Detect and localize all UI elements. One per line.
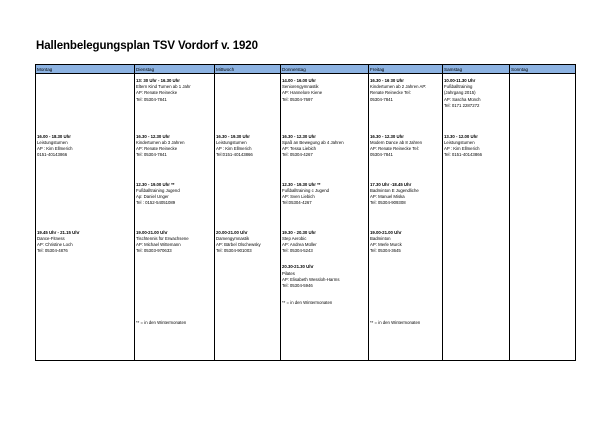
cell [510,130,576,178]
entry-line: AP: Renate Reinecke Tel: [370,145,419,151]
header-montag: Montag [36,65,135,74]
schedule-entry [369,134,442,159]
entry-line: AP: Andrea Müller [282,241,317,247]
entry-line: Pilates [282,270,295,276]
schedule-entry [215,230,280,255]
cell [36,74,135,130]
cell [443,226,510,361]
schedule-entry [135,230,214,255]
entry-time: 16.30 - 19.30 Uhr [216,133,250,139]
entry-line: Renate Reinecke Tel: [370,90,411,96]
entry-line: Leistungsturnen [216,139,247,145]
schedule-entry [281,134,368,159]
entry-line: Tel: 05304-4267 [282,152,313,158]
table-row [36,226,576,361]
entry-line: Tel: 05304-7841 [136,96,167,102]
entry-line: Tel:05304-4267 [282,200,312,206]
cell [281,74,369,130]
cell [215,130,281,178]
cell [135,178,215,226]
schedule-entry [281,264,368,289]
schedule-entry [36,230,134,255]
header-row [36,65,576,74]
entry-time: 17.30 Uhr -18.45 Uhr [370,181,412,187]
entry-time: 12.30 - 19.00 Uhr ** [136,181,175,187]
header-samstag: Samstag [443,65,510,74]
entry-line: AP : Kim Ellmerich [37,145,73,151]
entry-line: Fußballtraining [444,84,473,90]
entry-time: 14.00 - 16.00 Uhr [282,78,316,83]
entry-line: Tel : 0152-54051089 [136,200,176,206]
entry-line: AP : Kim Ellmerich [216,145,252,151]
entry-line: Tel: 05304-7697 [282,96,313,102]
cell [443,178,510,226]
entry-time: 16.30 - 12.30 Uhr [282,133,316,139]
entry-line: Dance-Fitness [37,235,65,241]
cell [510,178,576,226]
footnote: ** = in den Wintermonaten [282,300,333,306]
cell [135,74,215,130]
cell [135,226,215,361]
entry-line: AP: Manuel Miska [370,193,405,199]
entry-time: 20.30-21.30 Uhr [282,264,314,270]
entry-line: AP: Renate Reinecke [136,145,178,151]
entry-line: Tel: 05303-970633 [136,248,172,254]
entry-line: Fußballtraining Jugend [136,187,180,193]
entry-line: AP: Christine Loch [37,241,73,247]
entry-time: 19.00-21.00 Uhr [136,229,168,235]
cell [135,130,215,178]
schedule-entry [135,182,214,207]
schedule-entry [281,182,368,207]
entry-time: 20.00-21.00 Uhr [216,229,248,235]
schedule-entry [36,134,134,159]
entry-time: 16.30 - 16 30 Uhr [370,78,404,83]
header-mittwoch: Mittwoch [215,65,281,74]
schedule-entry [443,134,509,159]
schedule-entry [135,78,214,103]
cell [369,226,443,361]
header-dienstag: Dienstag [135,65,215,74]
cell [215,74,281,130]
entry-line: Tel:0151-40143866 [216,152,253,158]
cell [369,74,443,130]
cell [215,178,281,226]
schedule-table [35,64,576,361]
entry-line: Tel: 05304-4876 [37,248,68,254]
entry-line: AP: Tessa Liebich [282,145,317,151]
entry-line: AP: Michael Wittemann [136,241,181,247]
cell [36,130,135,178]
entry-line: Eltern Kind Turnen ab 1 Jahr [136,84,191,90]
entry-line: AP: Sascha Münch [444,96,481,102]
entry-line: Tel: 05304-909308 [370,200,406,206]
entry-line: Tel: 05304-901003 [216,248,252,254]
entry-line: Badminton [370,235,391,241]
entry-line: Badminton E Jugendliche [370,187,419,193]
cell [510,74,576,130]
entry-line: AP: Bärbel Olschewsky [216,241,261,247]
entry-line: Fußballtraining c Jugend [282,187,330,193]
entry-line: AP: Merle Murck [370,241,402,247]
cell [281,178,369,226]
entry-line: Ap: Daniel Unger [136,193,169,199]
entry-line: Tel: 0151-40143866 [444,152,482,158]
entry-line: AP : Kim Ellmerich [444,145,480,151]
entry-line: AP: Hannelore Kiene [282,90,323,96]
entry-time: 16.30 - 12.30 Uhr [370,133,404,139]
table-row [36,74,576,130]
entry-line: Kinderturnen ab 2 Jahren AP: [370,84,427,90]
entry-time: 19.30 - 20.30 Uhr [282,229,316,235]
entry-line: (Jahrgang 2015) [444,90,476,96]
cell [369,130,443,178]
header-sonntag: Sonntag [510,65,576,74]
entry-line: 05304-7841 [370,96,393,102]
entry-line: Seniorengymnastik [282,84,319,90]
entry-line: 0151-40143866 [37,152,68,158]
page-title: Hallenbelegungsplan TSV Vordorf v. 1920 [36,40,258,52]
cell [281,226,369,361]
cell [369,178,443,226]
schedule-entry [369,230,442,255]
entry-line: Leistungsturnen [444,139,475,145]
entry-line: Tel: 05304-5243 [282,248,313,254]
entry-line: Tel: 05304-5946 [282,282,313,288]
entry-line: Tischtennis für Erwachsene [136,235,189,241]
entry-line: Leistungsturnen [37,139,68,145]
cell [215,226,281,361]
cell [510,226,576,361]
entry-time: 13: 30 Uhr - 16.30 Uhr [136,78,180,83]
schedule-entry [369,78,442,103]
entry-time: 19.45 Uhr - 21.15 Uhr [37,229,80,235]
cell [36,178,135,226]
entry-line: AP: Elisabeth Wessloh-Harms [282,276,340,282]
entry-line: 05304-7841 [370,152,393,158]
entry-time: 10.00-11.30 Uhr [444,78,476,83]
footnote: ** = in den Wintermonaten [370,320,421,326]
entry-line: Tel: 05304-7841 [136,152,167,158]
schedule-entry [369,182,442,207]
schedule-entry [135,134,214,159]
entry-time: 12.30 - 19.30 Uhr ** [282,181,321,187]
table-row [36,178,576,226]
table-row [36,130,576,178]
schedule-entry [281,78,368,103]
entry-line: Tel: 05304-3645 [370,248,401,254]
entry-line: Tel: 0171 2287272 [444,102,480,108]
entry-time: 16.30 - 12.30 Uhr [136,133,170,139]
cell [443,74,510,130]
header-freitag: Freitag [369,65,443,74]
footnote: ** = in den Wintermonaten [136,320,187,326]
entry-time: 19.00-21.00 Uhr [370,229,402,235]
schedule-entry [443,78,509,109]
entry-line: Kinderturnen ab 3 Jahren [136,139,185,145]
entry-line: Damengymnastik [216,235,250,241]
header-donnerstag: Donnerstag [281,65,369,74]
schedule-entry [215,134,280,159]
entry-line: AP: Sven Liebich [282,193,315,199]
entry-time: 13.30 - 12.00 Uhr [444,133,478,139]
cell [443,130,510,178]
entry-time: 16.00 - 18.30 Uhr [37,133,71,139]
entry-line: AP: Renate Reinecke [136,90,178,96]
cell [36,226,135,361]
entry-line: Step Aerobic [282,235,307,241]
schedule-entry [281,230,368,255]
entry-line: Spaß an Bewegung ab 4 Jahren [282,139,344,145]
entry-line: Modern Dance ab 8 Jahren [370,139,423,145]
cell [281,130,369,178]
